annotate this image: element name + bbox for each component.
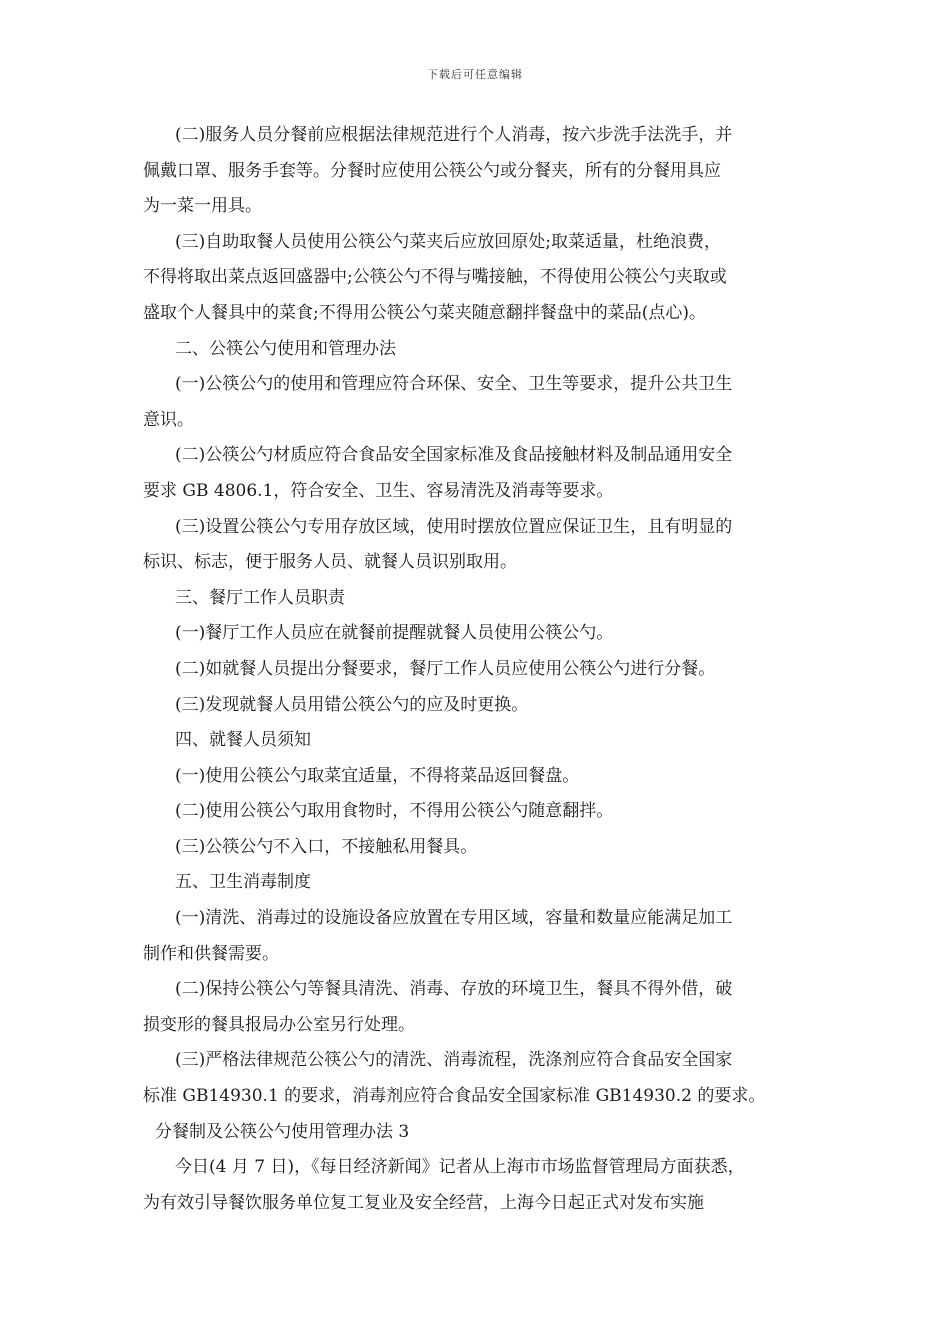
text-line: (二)如就餐人员提出分餐要求，餐厅工作人员应使用公筷公勺进行分餐。 <box>175 658 716 679</box>
text-line: 三、餐厅工作人员职责 <box>175 587 345 608</box>
text-line: 制作和供餐需要。 <box>143 943 279 964</box>
text-line: 佩戴口罩、服务手套等。分餐时应使用公筷公勺或分餐夹，所有的分餐用具应 <box>143 160 721 181</box>
document-body <box>143 118 811 1221</box>
text-line: 标识、标志，便于服务人员、就餐人员识别取用。 <box>143 552 517 573</box>
text-line: 盛取个人餐具中的菜食;不得用公筷公勺菜夹随意翻拌餐盘中的菜品(点心)。 <box>143 302 706 323</box>
text-line: (三)设置公筷公勺专用存放区域，使用时摆放位置应保证卫生，且有明显的 <box>175 516 733 537</box>
text-line: (一)使用公筷公勺取菜宜适量，不得将菜品返回餐盘。 <box>175 765 580 786</box>
text-line: (一)餐厅工作人员应在就餐前提醒就餐人员使用公筷公勺。 <box>175 623 614 644</box>
text-line: (一)清洗、消毒过的设施设备应放置在专用区域，容量和数量应能满足加工 <box>175 908 733 929</box>
text-line: 二、公筷公勺使用和管理办法 <box>175 338 396 359</box>
text-line: 不得将取出菜点返回盛器中;公筷公勺不得与嘴接触，不得使用公筷公勺夹取或 <box>143 267 727 288</box>
text-line: 四、就餐人员须知 <box>175 730 311 751</box>
text-line: (三)自助取餐人员使用公筷公勺菜夹后应放回原处;取菜适量，杜绝浪费， <box>175 231 721 252</box>
page-header: 下载后可任意编辑 <box>427 68 523 81</box>
text-line: 为一菜一用具。 <box>143 196 262 217</box>
text-line: 损变形的餐具报局办公室另行处理。 <box>143 1014 415 1035</box>
text-line: (三)公筷公勺不入口，不接触私用餐具。 <box>175 836 478 857</box>
text-line: 分餐制及公筷公勺使用管理办法 3 <box>155 1121 410 1142</box>
text-line: 要求 GB 4806.1，符合安全、卫生、容易清洗及消毒等要求。 <box>143 480 614 501</box>
text-line: (一)公筷公勺的使用和管理应符合环保、安全、卫生等要求，提升公共卫生 <box>175 374 733 395</box>
text-line: (二)公筷公勺材质应符合食品安全国家标准及食品接触材料及制品通用安全 <box>175 445 733 466</box>
text-line: 今日(4 月 7 日)，《每日经济新闻》记者从上海市市场监督管理局方面获悉， <box>175 1157 745 1178</box>
text-line: (二)服务人员分餐前应根据法律规范进行个人消毒，按六步洗手法洗手，并 <box>175 125 733 145</box>
text-line: 标准 GB14930.1 的要求，消毒剂应符合食品安全国家标准 GB14930.2 的要求。 <box>143 1086 766 1107</box>
text-line: 意识。 <box>143 409 194 430</box>
text-line: 五、卫生消毒制度 <box>175 872 311 893</box>
text-line: (三)发现就餐人员用错公筷公勺的应及时更换。 <box>175 694 529 715</box>
text-line: 为有效引导餐饮服务单位复工复业及安全经营，上海今日起正式对发布实施 <box>143 1192 704 1213</box>
text-line: (三)严格法律规范公筷公勺的清洗、消毒流程，洗涤剂应符合食品安全国家 <box>175 1050 733 1071</box>
text-line: (二)保持公筷公勺等餐具清洗、消毒、存放的环境卫生，餐具不得外借，破 <box>175 979 733 1000</box>
text-line: (二)使用公筷公勺取用食物时，不得用公筷公勺随意翻拌。 <box>175 801 614 822</box>
